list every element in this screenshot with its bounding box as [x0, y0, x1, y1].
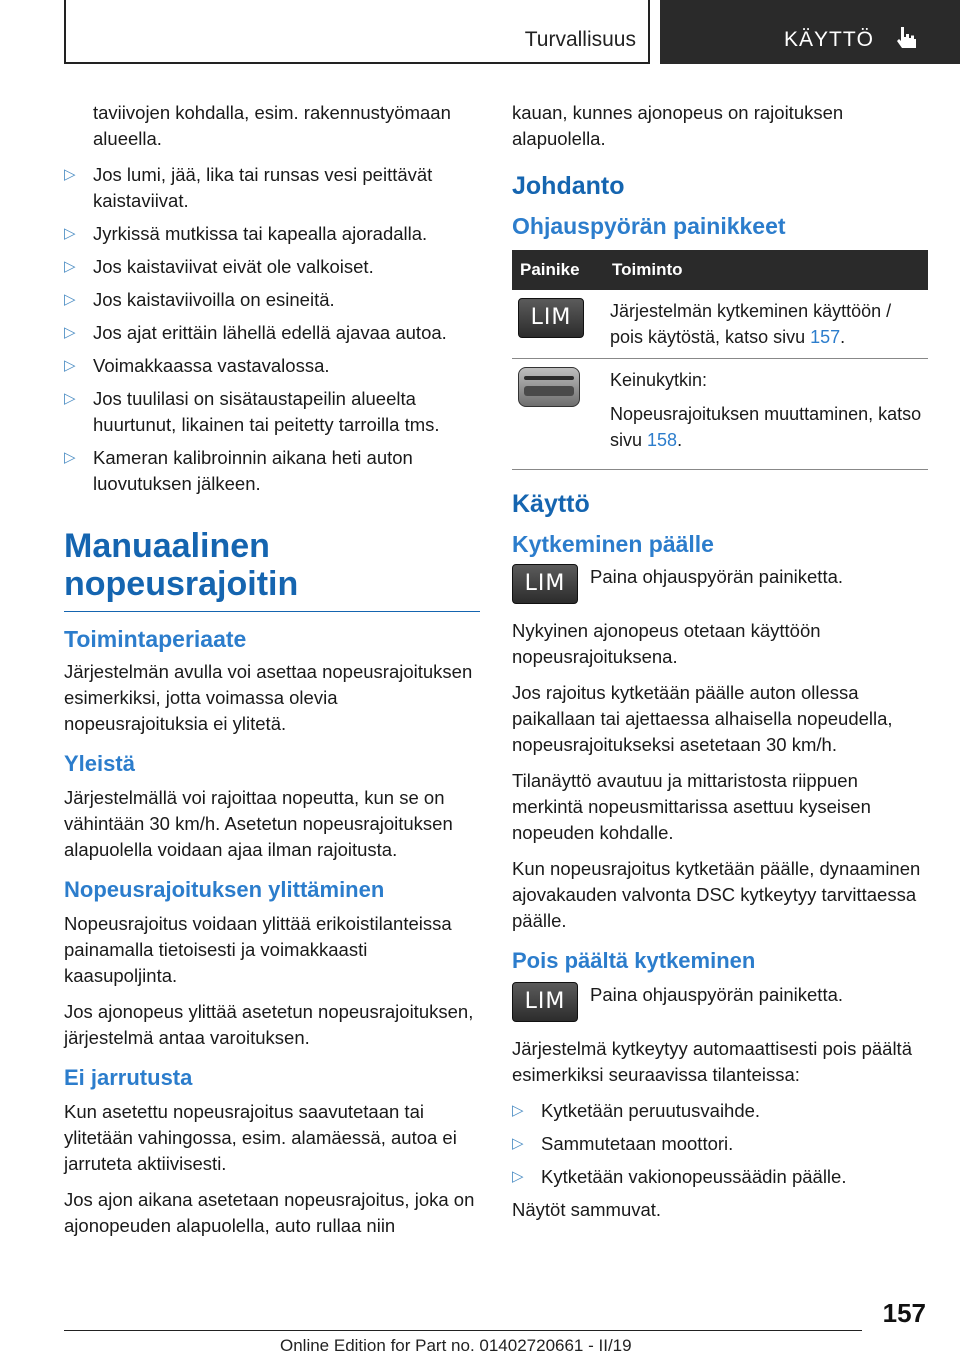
table-row	[512, 359, 928, 470]
hand-pointer-icon	[892, 24, 920, 52]
section-title-general: Yleistä	[64, 751, 135, 776]
list-item: ▷ Kytketään vakionopeussäädin päälle.	[512, 1164, 928, 1190]
lim-button-icon: LIM	[512, 564, 578, 604]
table-cell-image	[512, 359, 604, 470]
section-text-exceeding-2: Jos ajonopeus ylittää asetetun nopeusrajoituksen, järjestelmä antaa varoituksen.	[64, 1001, 474, 1048]
page-reference-link[interactable]: 157	[810, 327, 841, 347]
limitations-list	[64, 162, 480, 497]
section-title-principle: Toimintaperiaate	[64, 626, 247, 652]
list-item: ▷ Jos tuulilasi on sisätaustapeilin alueelta huurtunut, likainen tai peitetty tarroilla tms.	[64, 388, 440, 435]
switch-off-list	[512, 1098, 928, 1190]
left-column	[64, 100, 480, 1249]
bullet-marker: ▷	[64, 390, 76, 407]
list-item: ▷ Jos lumi, jää, lika tai runsas vesi peittävät kaistaviivat.	[64, 164, 433, 211]
list-item: ▷ Jos kaistaviivoilla on esineitä.	[64, 287, 480, 313]
switch-on-text-3: Tilanäyttö avautuu ja mittaristosta riippuen merkintä nopeusmittarissa asettuu kyseisen nopeuden kohdalle.	[512, 770, 871, 843]
switch-on-press-text: Paina ohjauspyörän painiketta.	[590, 566, 844, 587]
header-chapter-label: KÄYTTÖ	[783, 28, 874, 51]
list-item: ▷ Jos kaistaviivat eivät ole valkoiset.	[64, 254, 480, 280]
table-cell-function: Järjestelmän kytkeminen käyttöön / pois käytöstä, katso sivu 157.	[604, 290, 928, 359]
continued-paragraph: taviivojen kohdalla, esim. rakennustyömaan alueella.	[93, 102, 451, 149]
bullet-marker: ▷	[64, 258, 76, 275]
section-title-no-braking: Ei jarrutusta	[64, 1065, 193, 1090]
switch-off-instruction	[512, 982, 928, 1022]
table-header-function: Toiminto	[604, 250, 928, 290]
page-reference-link[interactable]: 158	[647, 430, 678, 450]
section-title-exceeding: Nopeusrajoituksen ylittäminen	[64, 877, 385, 902]
bullet-marker: ▷	[512, 1135, 524, 1152]
list-item: ▷ Jos ajat erittäin lähellä edellä ajavaa autoa.	[64, 320, 480, 346]
continued-paragraph: kauan, kunnes ajonopeus on rajoituksen alapuolella.	[512, 102, 844, 149]
bullet-marker: ▷	[512, 1168, 524, 1185]
lim-button-icon: LIM	[512, 982, 578, 1022]
section-text-exceeding-1: Nopeusrajoitus voidaan ylittää erikoistilanteissa painamalla tietoisesti ja voimakkaasti kaasupoljinta.	[64, 913, 452, 986]
list-item: ▷ Sammutetaan moottori.	[512, 1131, 928, 1157]
footer-edition: Online Edition for Part no. 01402720661 - II/19	[280, 1336, 632, 1355]
bullet-marker: ▷	[64, 357, 76, 374]
footer-rule	[64, 1330, 862, 1331]
chapter-title: Manuaalinen nopeusrajoitin	[64, 527, 299, 603]
list-item: ▷ Voimakkaassa vastavalossa.	[64, 353, 480, 379]
list-item: ▷ Kameran kalibroinnin aikana heti auton luovutuksen jälkeen.	[64, 447, 413, 494]
bullet-marker: ▷	[64, 324, 76, 341]
section-text-no-braking-1: Kun asetettu nopeusrajoitus saavutetaan tai ylitetään vahingossa, esim. alamäessä, autoa ei jarruteta aktiivisesti.	[64, 1101, 457, 1174]
section-title-use: Käyttö	[512, 490, 590, 518]
list-item: ▷ Kytketään peruutusvaihde.	[512, 1098, 928, 1124]
switch-on-instruction	[512, 564, 928, 604]
switch-off-text-1: Järjestelmä kytkeytyy automaattisesti pois päältä esimerkiksi seuraavissa tilanteissa:	[512, 1038, 912, 1085]
subsection-title-buttons: Ohjauspyörän painikkeet	[512, 213, 786, 239]
page-number: 157	[882, 1298, 926, 1328]
list-item: ▷ Jyrkissä mutkissa tai kapealla ajoradalla.	[64, 221, 480, 247]
subsection-title-switch-on: Kytkeminen päälle	[512, 531, 714, 557]
bullet-marker: ▷	[64, 166, 76, 183]
switch-off-press-text: Paina ohjauspyörän painiketta.	[590, 984, 844, 1005]
lim-button-icon: LIM	[518, 298, 584, 338]
table-header-row	[512, 250, 928, 290]
bullet-marker: ▷	[512, 1102, 524, 1119]
header-rule-divider	[648, 0, 650, 64]
subsection-title-switch-off: Pois päältä kytkeminen	[512, 948, 756, 973]
header-section-title: Turvallisuus	[524, 28, 636, 51]
rocker-label: Keinukytkin:	[610, 370, 708, 390]
buttons-table	[512, 250, 928, 470]
section-text-no-braking-2: Jos ajon aikana asetetaan nopeusrajoitus, joka on ajonopeuden alapuolella, auto rullaa niin	[64, 1189, 475, 1236]
bullet-marker: ▷	[64, 225, 76, 242]
section-title-intro: Johdanto	[512, 172, 625, 200]
rocker-switch-icon	[518, 367, 580, 407]
switch-off-text-2: Näytöt sammuvat.	[512, 1199, 662, 1220]
rocker-description: Nopeusrajoituksen muuttaminen, katso sivu 158.	[610, 404, 922, 450]
chapter-title-rule	[64, 611, 480, 612]
section-text-general: Järjestelmällä voi rajoittaa nopeutta, kun se on vähintään 30 km/h. Asetetun nopeusrajoituksen alapuolella voidaan ajaa ilman rajoitusta.	[64, 787, 453, 860]
bullet-marker: ▷	[64, 291, 76, 308]
switch-on-text-1: Nykyinen ajonopeus otetaan käyttöön nopeusrajoituksena.	[512, 620, 821, 667]
switch-on-text-2: Jos rajoitus kytketään päälle auton ollessa paikallaan tai ajettaessa alhaisella nopeudella, nopeusrajoitukseksi asetetaan 30 km/h.	[512, 682, 893, 755]
header-rule-bottom	[64, 62, 650, 64]
section-text-principle: Järjestelmän avulla voi asettaa nopeusrajoituksen esimerkiksi, jotta voimassa olevia nopeusrajoituksia ei ylitetä.	[64, 661, 473, 734]
table-row	[512, 290, 928, 359]
bullet-marker: ▷	[64, 449, 76, 466]
table-cell-image	[512, 290, 604, 359]
switch-on-text-4: Kun nopeusrajoitus kytketään päälle, dynaaminen ajovakauden valvonta DSC kytkeytyy tarvittaessa päälle.	[512, 858, 921, 931]
header-chapter-tab	[660, 0, 960, 64]
table-header-button: Painike	[512, 250, 604, 290]
right-column	[512, 100, 928, 1233]
table-cell-function	[604, 359, 928, 470]
